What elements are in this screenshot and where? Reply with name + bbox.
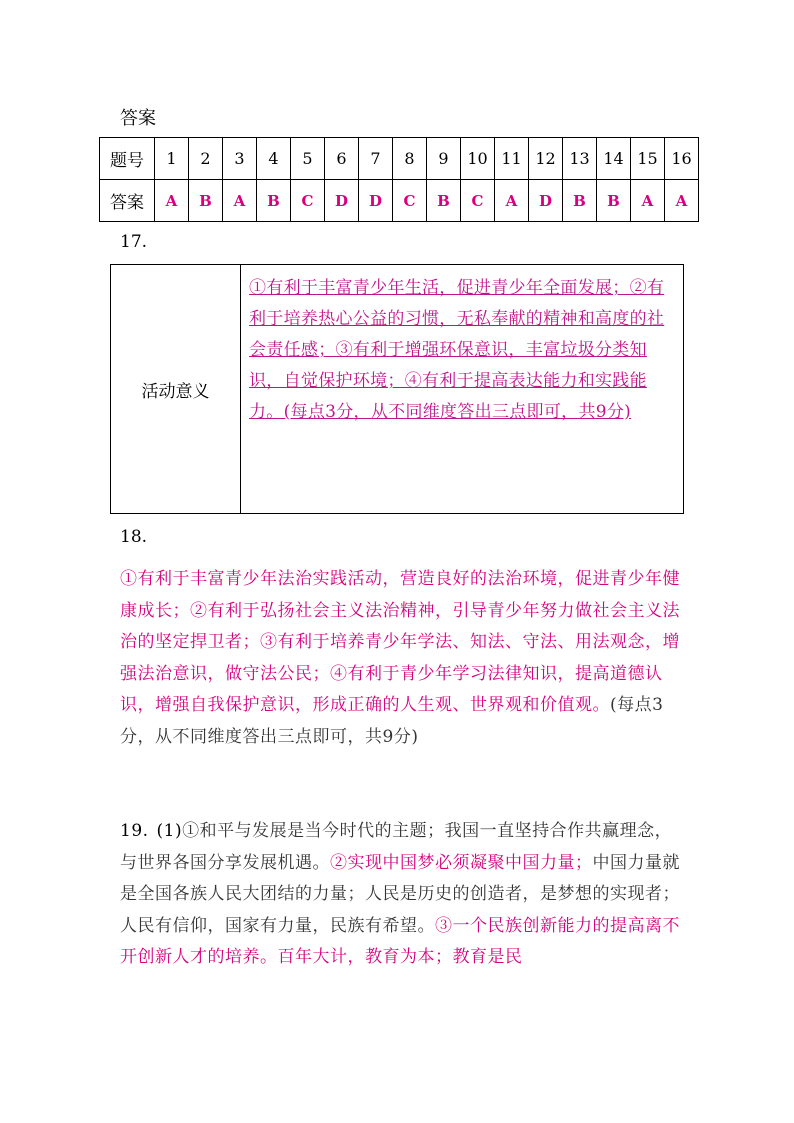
question-number: 5 xyxy=(291,138,325,180)
question-number: 3 xyxy=(223,138,257,180)
question-19-label: 19. xyxy=(120,821,149,841)
question-number: 4 xyxy=(257,138,291,180)
question-number: 9 xyxy=(427,138,461,180)
answer-letter: A xyxy=(495,180,529,222)
question-number: 15 xyxy=(631,138,665,180)
answer-letter: C xyxy=(393,180,427,222)
question-19-point-2-lead: ②实现中国梦必须凝聚中国力量； xyxy=(330,852,593,873)
question-number: 8 xyxy=(393,138,427,180)
answer-letter: A xyxy=(155,180,189,222)
question-number: 13 xyxy=(563,138,597,180)
question-19-part: (1) xyxy=(156,821,183,841)
question-18-label: 18. xyxy=(120,527,148,547)
answer-row xyxy=(100,180,699,222)
question-19-point-2-body: 中国力量就是全国各族人民大团结的力量；人民是历史的创造者，是梦想的实现者；人民有信仰，国家有力量，民族有希望。 xyxy=(120,852,680,936)
question-17-label: 17. xyxy=(120,232,148,252)
question-18-score-note: (每点3分，从不同维度答出三点即可，共9分) xyxy=(120,695,664,747)
question-number: 12 xyxy=(529,138,563,180)
question-number-row xyxy=(100,138,699,180)
answer-letter: B xyxy=(427,180,461,222)
question-17-answer-box xyxy=(110,264,684,514)
question-18-answer xyxy=(120,564,680,753)
question-number: 16 xyxy=(665,138,699,180)
answer-letter: B xyxy=(597,180,631,222)
answer-letter: D xyxy=(325,180,359,222)
answer-letter: A xyxy=(631,180,665,222)
answer-letter: A xyxy=(665,180,699,222)
activity-significance-text: ①有利于丰富青少年生活，促进青少年全面发展；②有利于培养热心公益的习惯，无私奉献的精神和高度的社会责任感；③有利于增强环保意识，丰富垃圾分类知识，自觉保护环境；④有利于提高表达能力和实践能力。(每点3分，从不同维度答出三点即可，共9分) xyxy=(249,278,665,422)
row-label-answer: 答案 xyxy=(100,180,155,222)
answer-letter: A xyxy=(223,180,257,222)
question-19-point-3: ③一个民族创新能力的提高离不开创新人才的培养。百年大计，教育为本；教育是民 xyxy=(120,915,680,967)
answer-letter: D xyxy=(359,180,393,222)
row-label-question-number: 题号 xyxy=(100,138,155,180)
question-18-main-text: ①有利于丰富青少年法治实践活动，营造良好的法治环境，促进青少年健康成长；②有利于弘扬社会主义法治精神，引导青少年努力做社会主义法治的坚定捍卫者；③有利于培养青少年学法、知法、守法、用法观念，增强法治意识，做守法公民；④有利于青少年学习法律知识，提高道德认识，增强自我保护意识，形成正确的人生观、世界观和价值观。 xyxy=(120,569,680,715)
question-number: 6 xyxy=(325,138,359,180)
answer-letter: C xyxy=(291,180,325,222)
answer-letter: B xyxy=(257,180,291,222)
question-number: 1 xyxy=(155,138,189,180)
question-number: 2 xyxy=(189,138,223,180)
page-heading: 答案 xyxy=(120,108,156,129)
question-number: 10 xyxy=(461,138,495,180)
question-number: 14 xyxy=(597,138,631,180)
question-19-answer xyxy=(120,816,680,974)
answer-letter: B xyxy=(189,180,223,222)
question-number: 11 xyxy=(495,138,529,180)
activity-significance-title: 活动意义 xyxy=(111,265,241,513)
answer-letter: B xyxy=(563,180,597,222)
answer-letter: C xyxy=(461,180,495,222)
question-19-point-1: ①和平与发展是当今时代的主题；我国一直坚持合作共赢理念，与世界各国分享发展机遇。 xyxy=(120,821,673,873)
answer-table xyxy=(99,137,699,222)
question-number: 7 xyxy=(359,138,393,180)
answer-letter: D xyxy=(529,180,563,222)
